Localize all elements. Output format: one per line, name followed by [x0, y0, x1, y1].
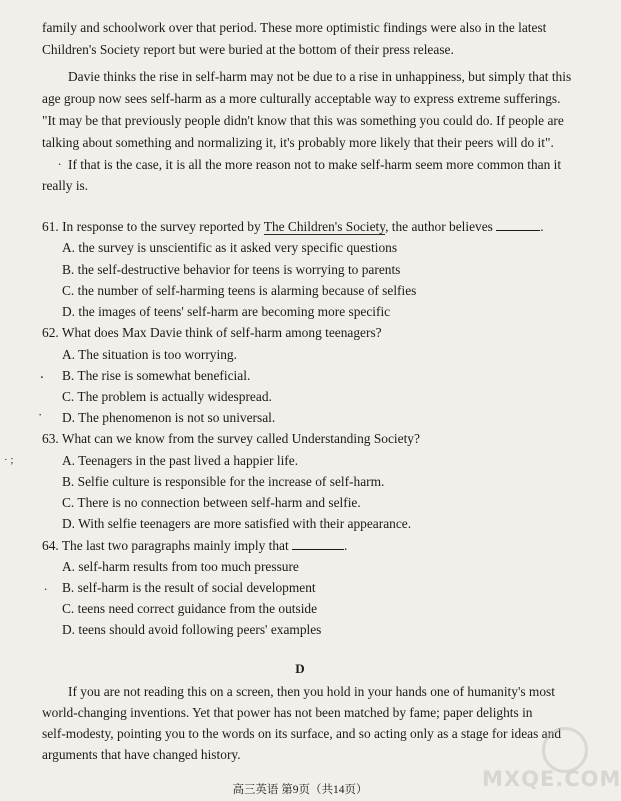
option-61-c: C. the number of self-harming teens is alarming because of selfies [62, 283, 417, 298]
passage-line: family and schoolwork over that period. These more optimistic findings were also in the latest [42, 20, 547, 35]
question-63-stem: 63. What can we know from the survey called Understanding Society? [42, 431, 420, 446]
question-stem-text: , the author believes [385, 219, 493, 234]
watermark-logo [476, 721, 621, 791]
passage-line: age group now sees self-harm as a more culturally acceptable way to express extreme sufferings. [42, 91, 561, 106]
passage-line: "It may be that previously people didn't know that this was something you could do. If people are [42, 113, 564, 128]
answer-blank [496, 219, 540, 231]
option-61-a: A. the survey is unscientific as it asked very specific questions [62, 240, 398, 255]
option-62-b: B. The rise is somewhat beneficial. [62, 368, 251, 383]
passage-line: arguments that have changed history. [42, 747, 241, 762]
watermark-text: MXQE.COM [482, 767, 621, 791]
option-62-d: D. The phenomenon is not so universal. [62, 410, 276, 425]
answer-blank [292, 538, 344, 550]
passage-line: world-changing inventions. Yet that power has not been matched by fame; paper delights in [42, 705, 533, 720]
option-61-d: D. the images of teens' self-harm are becoming more specific [62, 304, 391, 319]
question-stem-end: . [344, 538, 348, 553]
option-64-b: B. self-harm is the result of social development [62, 580, 316, 595]
question-61-stem [42, 219, 544, 235]
option-64-d: D. teens should avoid following peers' examples [62, 622, 322, 637]
passage-line: self-modesty, pointing you to the words on its surface, and so acting only as a stage for ideas and [42, 726, 562, 741]
option-63-a: A. Teenagers in the past lived a happier life. [62, 453, 299, 468]
question-stem-end: . [540, 219, 544, 234]
question-62-stem: 62. What does Max Davie think of self-harm among teenagers? [42, 325, 382, 340]
option-64-a: A. self-harm results from too much pressure [62, 559, 299, 574]
option-62-a: A. The situation is too worrying. [62, 347, 237, 362]
option-63-d: D. With selfie teenagers are more satisfied with their appearance. [62, 516, 412, 531]
question-64-stem [42, 538, 347, 554]
option-63-c: C. There is no connection between self-harm and selfie. [62, 495, 361, 510]
handwritten-dot-mark: . [58, 153, 62, 168]
section-label: D [295, 661, 305, 676]
option-61-b: B. the self-destructive behavior for teens is worrying to parents [62, 262, 401, 277]
handwritten-dot-mark: · ; [4, 454, 14, 466]
handwritten-dot-mark: . [44, 578, 48, 593]
passage-line: really is. [42, 178, 89, 193]
underlined-phrase: The Children's Society [263, 219, 386, 234]
question-stem-text: 61. In response to the survey reported by [42, 219, 264, 234]
page-footer: 高三英语 第9页（共14页） [232, 784, 368, 796]
option-63-b: B. Selfie culture is responsible for the increase of self-harm. [62, 474, 385, 489]
question-stem-text: 64. The last two paragraphs mainly imply that [42, 538, 289, 553]
handwritten-check-mark: . [40, 366, 44, 382]
option-62-c: C. The problem is actually widespread. [62, 389, 272, 404]
passage-line: Children's Society report but were buried at the bottom of their press release. [42, 42, 454, 57]
handwritten-dot-mark: · [38, 407, 43, 422]
passage-line: If you are not reading this on a screen, then you hold in your hands one of humanity's most [68, 684, 555, 699]
passage-line: Davie thinks the rise in self-harm may not be due to a rise in unhappiness, but simply that this [68, 69, 572, 84]
option-64-c: C. teens need correct guidance from the outside [62, 601, 318, 616]
passage-line: If that is the case, it is all the more reason not to make self-harm seem more common than it [68, 157, 562, 172]
passage-line: talking about something and normalizing it, it's probably more likely that their peers will do it". [42, 135, 554, 150]
